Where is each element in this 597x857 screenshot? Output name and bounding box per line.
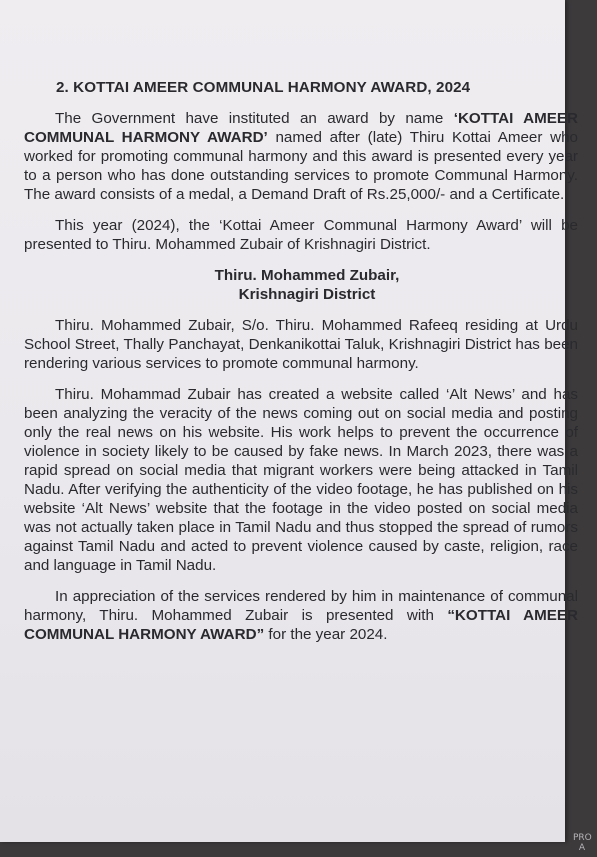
- para5-rest: for the year 2024.: [264, 626, 388, 643]
- para1-lead: The Government have instituted an award by name: [55, 110, 454, 127]
- para1-rest: named after (late) Thiru Kottai Ameer who worked for promoting communal harmony and this award is presented every year to a person who has done outstanding services to promote Communal Harmony. The award consists of a medal, a Demand Draft of Rs.25,000/- and a Certificate.: [24, 129, 578, 203]
- edge-overlay-text: PRO A: [573, 833, 592, 853]
- award-name-quoted: “KOTTAI AMEER COMMUNAL HARMONY AWARD”: [24, 607, 578, 643]
- para5-lead: In appreciation of the services rendered by him in maintenance of communal harmony, Thiru. Mohammed Zubair is presented with: [24, 588, 578, 624]
- award-name-bold: ‘KOTTAI AMEER COMMUNAL HARMONY AWARD’: [24, 110, 578, 146]
- awardee-name: Thiru. Mohammed Zubair,: [214, 267, 400, 284]
- paragraph-awardee-work: Thiru. Mohammad Zubair has created a website called ‘Alt News’ and has been analyzing the veracity of the news coming out on social media and posting only the real news on his website. His work helps to prevent the occurrence of violence in society likely to be caused by fake news. In March 2023, there was a rapid spread on social media that migrant workers were being attacked in Tamil Nadu. After verifying the authenticity of the video footage, he has published on his website ‘Alt News’ website that the footage in the video posted on social media was not actually taken place in Tamil Nadu and thus stopped the spread of rumors against Tamil Nadu and acted to prevent violence caused by caste, religion, race and language in Tamil Nadu.: [24, 386, 578, 574]
- document-title: 2. KOTTAI AMEER COMMUNAL HARMONY AWARD, 2024: [56, 79, 471, 96]
- paragraph-award-description: [24, 109, 578, 204]
- paragraph-appreciation: [24, 587, 578, 644]
- awardee-district: Krishnagiri District: [238, 286, 376, 303]
- paragraph-award-announcement: This year (2024), the ‘Kottai Ameer Communal Harmony Award’ will be presented to Thiru. Mohammed Zubair of Krishnagiri District.: [24, 217, 578, 253]
- document-body: [24, 78, 578, 656]
- paragraph-awardee-details: Thiru. Mohammed Zubair, S/o. Thiru. Mohammed Rafeeq residing at Urdu School Street, Thally Panchayat, Denkanikottai Taluk, Krishnagiri District has been rendering various services to promote communal harmony.: [24, 317, 578, 372]
